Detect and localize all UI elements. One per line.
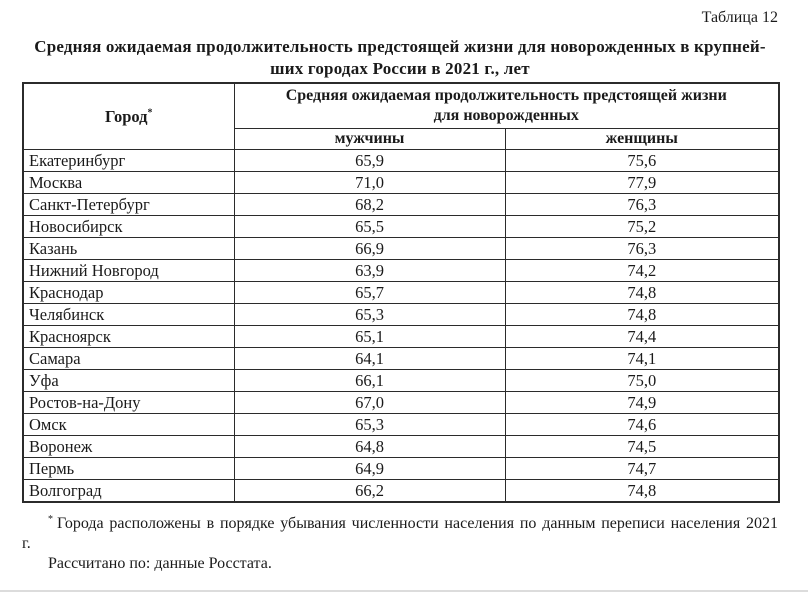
table-title-line1: Средняя ожидаемая продолжительность предстоящей жизни для новорожденных в крупней-	[34, 37, 766, 56]
city-cell: Уфа	[23, 370, 234, 392]
group-header-line2: для новорожденных	[433, 107, 579, 124]
table-row	[23, 216, 779, 238]
table-row	[23, 392, 779, 414]
city-cell: Казань	[23, 238, 234, 260]
city-cell: Москва	[23, 172, 234, 194]
male-value-cell: 64,1	[234, 348, 505, 370]
table-row	[23, 414, 779, 436]
female-value-cell: 74,4	[505, 326, 779, 348]
footnote-text: Города расположены в порядке убывания численности населения по данным переписи населения 2021 г.	[22, 515, 778, 552]
female-value-cell: 74,7	[505, 458, 779, 480]
column-header-city	[23, 83, 234, 150]
table-row	[23, 282, 779, 304]
female-value-cell: 75,0	[505, 370, 779, 392]
table-row	[23, 194, 779, 216]
group-header-line1: Средняя ожидаемая продолжительность предстоящей жизни	[285, 87, 727, 104]
male-value-cell: 66,9	[234, 238, 505, 260]
female-value-cell: 77,9	[505, 172, 779, 194]
city-cell: Ростов-на-Дону	[23, 392, 234, 414]
table-row	[23, 326, 779, 348]
city-cell: Пермь	[23, 458, 234, 480]
city-cell: Краснодар	[23, 282, 234, 304]
life-expectancy-table	[22, 82, 780, 503]
male-value-cell: 68,2	[234, 194, 505, 216]
table-header	[23, 83, 779, 150]
female-value-cell: 74,8	[505, 304, 779, 326]
column-header-female: женщины	[505, 129, 779, 150]
table-row	[23, 304, 779, 326]
male-value-cell: 64,8	[234, 436, 505, 458]
city-header-label: Город	[104, 106, 148, 126]
male-value-cell: 67,0	[234, 392, 505, 414]
column-header-male: мужчины	[234, 129, 505, 150]
male-value-cell: 71,0	[234, 172, 505, 194]
table-row	[23, 458, 779, 480]
male-value-cell: 65,9	[234, 150, 505, 172]
city-cell: Самара	[23, 348, 234, 370]
city-header-footnote-marker: *	[147, 107, 153, 118]
male-value-cell: 65,3	[234, 304, 505, 326]
male-value-cell: 66,2	[234, 480, 505, 503]
table-title	[22, 36, 778, 80]
female-value-cell: 75,2	[505, 216, 779, 238]
female-value-cell: 74,1	[505, 348, 779, 370]
female-value-cell: 74,8	[505, 480, 779, 503]
male-value-cell: 66,1	[234, 370, 505, 392]
header-row-group	[23, 83, 779, 129]
male-value-cell: 65,5	[234, 216, 505, 238]
male-value-cell: 65,3	[234, 414, 505, 436]
table-row	[23, 172, 779, 194]
table-row	[23, 348, 779, 370]
city-cell: Новосибирск	[23, 216, 234, 238]
female-value-cell: 75,6	[505, 150, 779, 172]
female-value-cell: 76,3	[505, 238, 779, 260]
table-row	[23, 260, 779, 282]
table-row	[23, 370, 779, 392]
table-number: Таблица 12	[701, 9, 778, 26]
column-group-header	[234, 83, 779, 129]
female-value-cell: 74,6	[505, 414, 779, 436]
page-bottom-divider	[0, 590, 808, 592]
table-row	[23, 238, 779, 260]
table-row	[23, 150, 779, 172]
male-value-cell: 63,9	[234, 260, 505, 282]
footnote-marker: *	[48, 513, 53, 525]
male-value-cell: 65,1	[234, 326, 505, 348]
table-row	[23, 480, 779, 503]
male-value-cell: 65,7	[234, 282, 505, 304]
footnotes	[22, 514, 778, 574]
city-cell: Нижний Новгород	[23, 260, 234, 282]
female-value-cell: 74,8	[505, 282, 779, 304]
city-cell: Челябинск	[23, 304, 234, 326]
female-value-cell: 74,9	[505, 392, 779, 414]
city-cell: Санкт-Петербург	[23, 194, 234, 216]
city-cell: Екатеринбург	[23, 150, 234, 172]
table-title-line2: ших городах России в 2021 г., лет	[270, 59, 530, 78]
city-cell: Воронеж	[23, 436, 234, 458]
female-value-cell: 76,3	[505, 194, 779, 216]
city-cell: Красноярск	[23, 326, 234, 348]
footnote-cities-order	[22, 514, 778, 553]
table-body	[23, 150, 779, 503]
footnote-source: Рассчитано по: данные Росстата.	[48, 555, 272, 572]
male-value-cell: 64,9	[234, 458, 505, 480]
city-cell: Волгоград	[23, 480, 234, 503]
city-cell: Омск	[23, 414, 234, 436]
female-value-cell: 74,2	[505, 260, 779, 282]
table-row	[23, 436, 779, 458]
female-value-cell: 74,5	[505, 436, 779, 458]
